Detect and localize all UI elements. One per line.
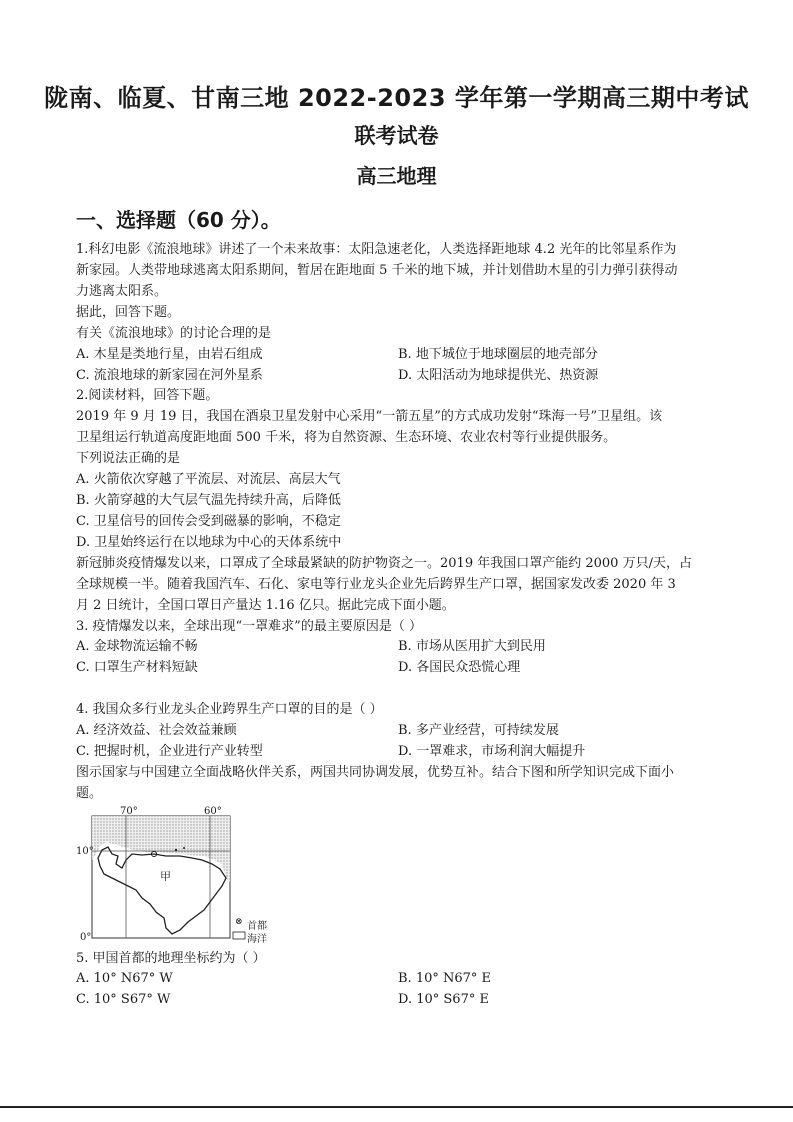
q5-question: 5. 甲国首都的地理坐标约为（ ） [76,951,266,966]
q4-option-d: D. 一罩难求，市场利润大幅提升 [398,744,586,759]
q5-option-c: C. 10° S67° W [76,992,171,1007]
q4-option-c: C. 把握时机，企业进行产业转型 [76,744,263,759]
q4-option-a: A. 经济效益、社会效益兼顾 [76,723,237,738]
lat-label-bottom: 0° [80,932,92,943]
q2-option-d: D. 卫星始终运行在以地球为中心的天体系统中 [76,535,342,550]
q2-option-b: B. 火箭穿越的大气层气温先持续升高，后降低 [76,493,341,508]
q1-option-d: D. 太阳活动为地球提供光、热资源 [398,368,599,383]
legend-capital-symbol: ⊗ [235,917,243,927]
q1-option-a: A. 木星是类地行星，由岩石组成 [76,347,263,362]
legend-ocean-swatch [233,932,245,939]
q4-option-b: B. 多产业经营，可持续发展 [398,723,559,738]
q2-material-line2: 卫星组运行轨道高度距地面 500 千米，将为自然资源、生态环境、农业农村等行业提供服务。 [76,430,617,445]
material2-line3: 月 2 日统计，全国口罩日产量达 1.16 亿只。据此完成下面小题。 [76,598,455,613]
q3-question: 3. 疫情爆发以来，全球出现“一罩难求”的最主要原因是（ ） [76,619,422,634]
q3-option-b: B. 市场从医用扩大到民用 [398,639,546,654]
q5-option-d: D. 10° S67° E [398,992,489,1007]
subject-title: 高三地理 [356,164,437,188]
q5-option-b: B. 10° N67° E [398,971,492,986]
q2-option-a: A. 火箭依次穿越了平流层、对流层、高层大气 [76,472,341,487]
q4-question: 4. 我国众多行业龙头企业跨界生产口罩的目的是（ ） [76,702,383,717]
lon-label-left: 70° [120,806,138,817]
q2-intro: 2.阅读材料，回答下题。 [76,388,219,403]
material3-line1: 图示国家与中国建立全面战略伙伴关系，两国共同协调发展，优势互补。结合下图和所学知识完成下面小 [76,765,675,780]
legend-ocean-label: 海洋 [247,934,267,945]
section-heading: 一、选择题（60 分）。 [76,208,281,232]
exam-subtitle: 联考试卷 [354,124,439,148]
exam-title: 陇南、临夏、甘南三地 2022-2023 学年第一学期高三期中考试 [44,84,749,112]
island-dot [183,847,185,849]
q2-option-c: C. 卫星信号的回传会受到磁暴的影响，不稳定 [76,514,341,529]
country-label: 甲 [160,870,171,883]
map-figure [76,806,286,946]
material2-line2: 全球规模一半。随着我国汽车、石化、家电等行业龙头企业先后跨界生产口罩，据国家发改委 2020 年 3 [76,577,676,592]
q1-stem-line2: 新家园。人类带地球逃离太阳系期间，暂居在距地面 5 千米的地下城，并计划借助木星的引力弹引获得动 [76,263,678,278]
material2-line1: 新冠肺炎疫情爆发以来，口罩成了全球最紧缺的防护物资之一。2019 年我国口罩产能约 2000 万只/天，占 [76,556,692,571]
q1-option-b: B. 地下城位于地球圈层的地壳部分 [398,347,598,362]
q5-option-a: A. 10° N67° W [76,971,173,986]
q1-intro: 据此，回答下题。 [76,305,181,320]
lon-label-right: 60° [204,806,222,817]
q2-material-line1: 2019 年 9 月 19 日，我国在酒泉卫星发射中心采用“一箭五星”的方式成功发射“珠海一号”卫星组。该 [76,409,663,424]
legend-capital-label: 首都 [247,921,267,932]
material3-line2: 题。 [76,786,103,801]
page-bottom-rule [0,1106,793,1108]
q1-option-c: C. 流浪地球的新家园在河外星系 [76,368,263,383]
q1-stem-line1: 1.科幻电影《流浪地球》讲述了一个未来故事：太阳急速老化，人类选择距地球 4.2 光年的比邻星系作为 [76,242,677,257]
q3-option-d: D. 各国民众恐慌心理 [398,660,521,675]
q2-question: 下列说法正确的是 [76,451,181,466]
q1-stem-line3: 力逃离太阳系。 [76,284,168,299]
q3-option-c: C. 口罩生产材料短缺 [76,660,198,675]
lat-label-top: 10° [76,846,94,857]
q3-option-a: A. 金球物流运输不畅 [76,639,198,654]
q1-question: 有关《流浪地球》的讨论合理的是 [76,326,272,341]
island-dot [175,849,177,851]
